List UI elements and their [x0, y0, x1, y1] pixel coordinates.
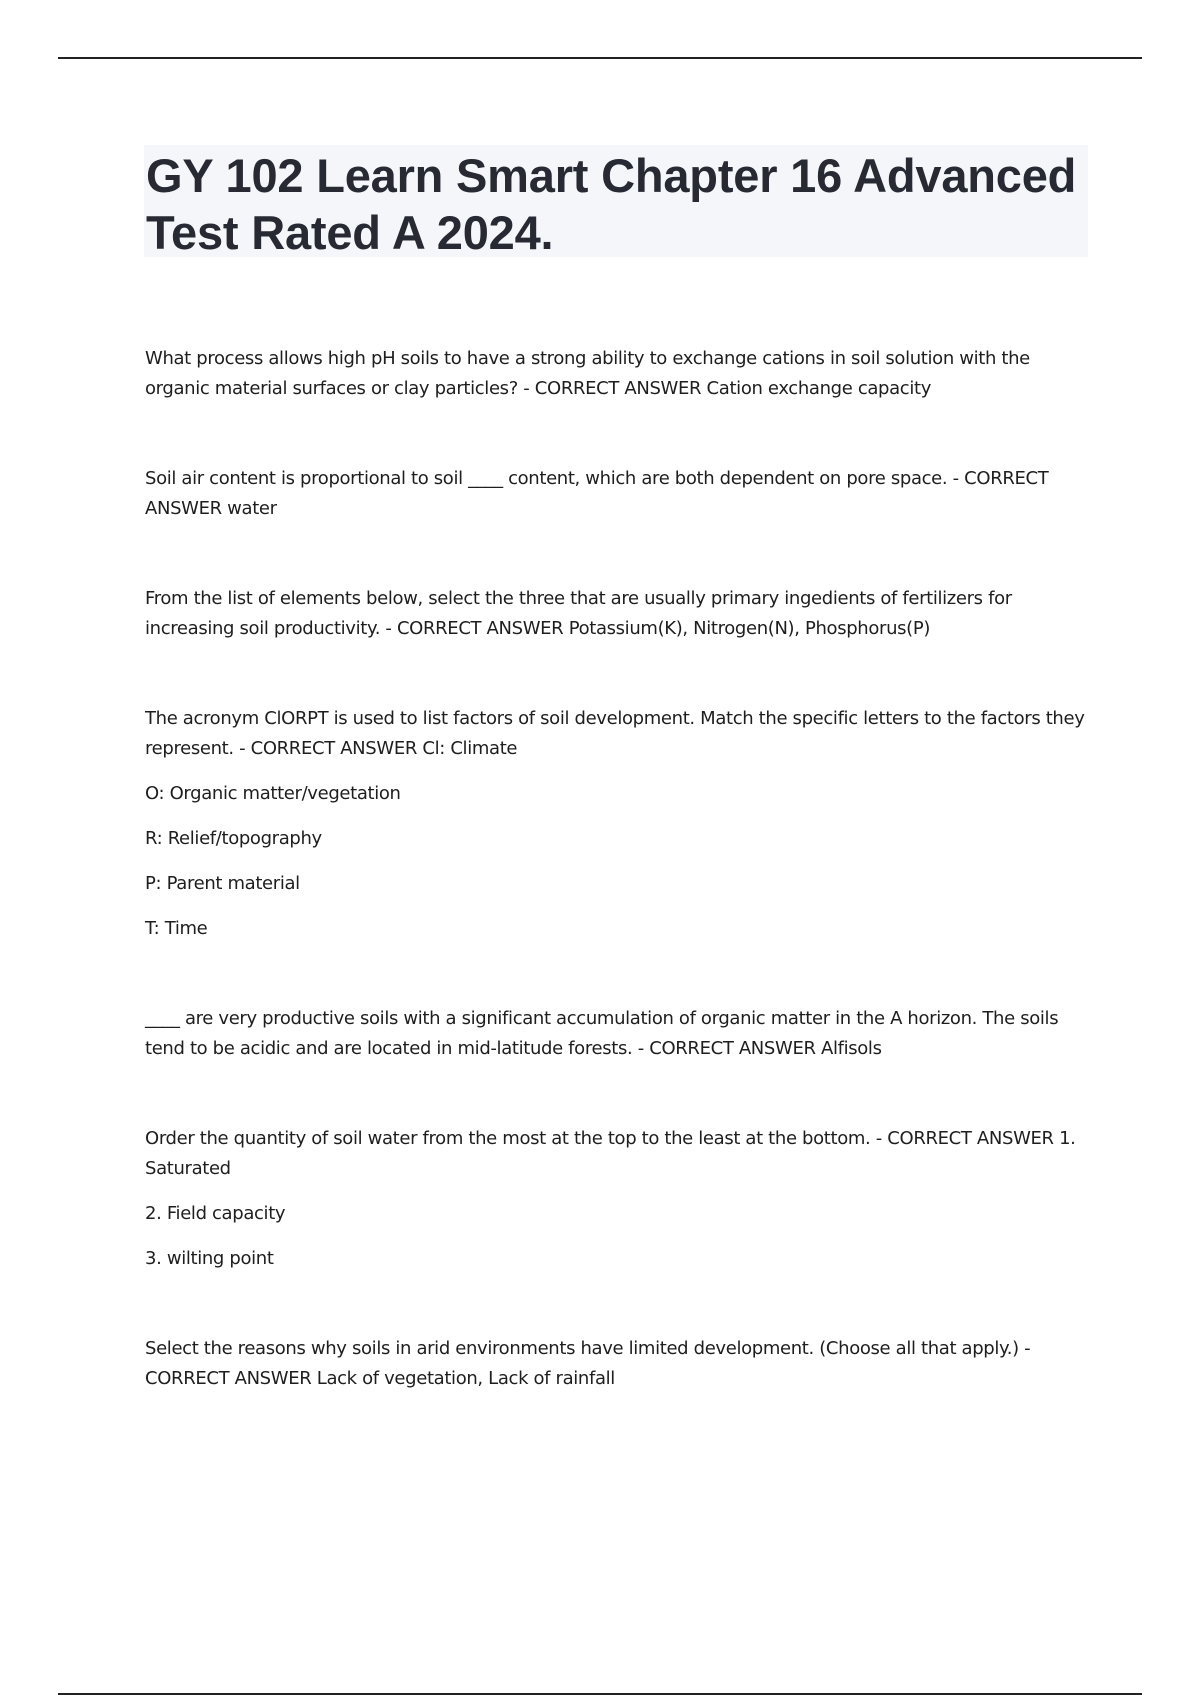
qa-item [145, 1004, 1095, 1064]
bottom-divider [58, 1693, 1142, 1695]
document-title: GY 102 Learn Smart Chapter 16 Advanced Test Rated A 2024. [146, 149, 1077, 259]
qa-answer-line: O: Organic matter/vegetation [145, 783, 401, 804]
qa-item [145, 1124, 1095, 1274]
qa-text: The acronym ClORPT is used to list factors of soil development. Match the specific letters to the factors they represent. - CORRECT ANSWER Cl: Climate [145, 708, 1085, 759]
qa-item [145, 704, 1095, 944]
top-divider [58, 57, 1142, 59]
title-banner [144, 145, 1088, 257]
qa-answer-line: P: Parent material [145, 873, 300, 894]
qa-text: Select the reasons why soils in arid environments have limited development. (Choose all that apply.) - CORRECT ANSWER Lack of vegetation, Lack of rainfall [145, 1338, 1031, 1389]
qa-answer-line: 3. wilting point [145, 1248, 274, 1269]
qa-text: From the list of elements below, select the three that are usually primary ingedients of fertilizers for increasing soil productivity. - CORRECT ANSWER Potassium(K), Nitrogen(N), Phosphorus(P) [145, 588, 1012, 639]
qa-answer-line: 2. Field capacity [145, 1203, 286, 1224]
qa-text: Soil air content is proportional to soil ____ content, which are both dependent on pore space. - CORRECT ANSWER water [145, 468, 1049, 519]
question-list [145, 344, 1095, 1394]
qa-answer-line: R: Relief/topography [145, 828, 322, 849]
qa-item [145, 344, 1095, 404]
qa-item [145, 464, 1095, 524]
qa-text: Order the quantity of soil water from the most at the top to the least at the bottom. - CORRECT ANSWER 1. Saturated [145, 1128, 1076, 1179]
qa-item [145, 584, 1095, 644]
qa-answer-line: T: Time [145, 918, 208, 939]
qa-text: What process allows high pH soils to have a strong ability to exchange cations in soil solution with the organic material surfaces or clay particles? - CORRECT ANSWER Cation exchange capacity [145, 348, 1030, 399]
qa-text: ____ are very productive soils with a significant accumulation of organic matter in the A horizon. The soils tend to be acidic and are located in mid-latitude forests. - CORRECT ANSWER Alfisols [145, 1008, 1059, 1059]
qa-item [145, 1334, 1095, 1394]
